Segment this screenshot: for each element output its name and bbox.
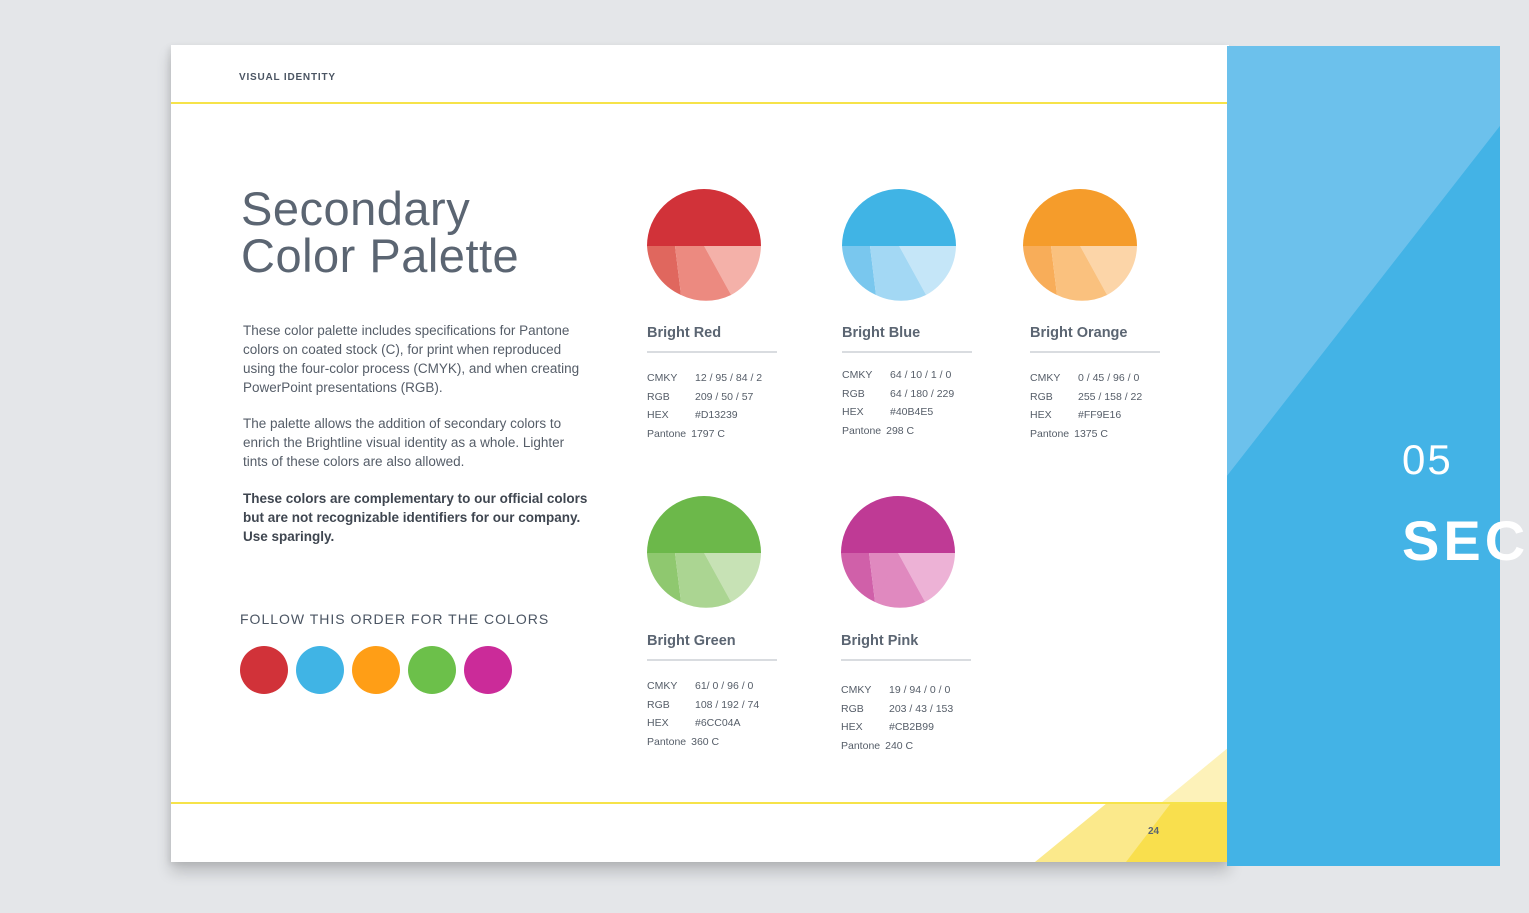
- palette-paragraph: The palette allows the addition of secondary colors to enrich the Brightline visual identity as a whole. Lighter tints of these colors are also allowed.: [243, 416, 565, 469]
- hex-label: HEX: [1030, 409, 1052, 421]
- color-order-row: [240, 646, 512, 694]
- cmyk-label: CMKY: [842, 369, 873, 381]
- swatch-name: Bright Orange: [1030, 325, 1160, 353]
- pantone-label: Pantone: [841, 739, 881, 752]
- swatch-specs: [1030, 369, 1213, 443]
- cmyk-value: 0 / 45 / 96 / 0: [1078, 372, 1140, 384]
- swatch-bright-green: [647, 494, 837, 751]
- cmyk-value: 61/ 0 / 96 / 0: [695, 680, 754, 692]
- rgb-label: RGB: [647, 698, 670, 711]
- color-wheel-icon: [840, 187, 958, 305]
- title-line-2: Color Palette: [241, 229, 520, 282]
- cmyk-value: 12 / 95 / 84 / 2: [695, 372, 763, 384]
- section-cover-page: [1227, 46, 1529, 866]
- swatch-name: Bright Red: [647, 325, 777, 353]
- cmyk-label: CMKY: [647, 680, 678, 692]
- swatch-bright-blue: [842, 187, 1032, 440]
- swatch-name: Bright Blue: [842, 325, 972, 353]
- hex-label: HEX: [647, 409, 669, 421]
- section-header-label: VISUAL IDENTITY: [239, 72, 336, 83]
- pantone-value: 360 C: [691, 735, 720, 748]
- bottom-divider: [171, 802, 1229, 804]
- cmyk-value: 19 / 94 / 0 / 0: [889, 684, 951, 696]
- rgb-value: 64 / 180 / 229: [890, 387, 955, 400]
- rgb-value: 203 / 43 / 153: [889, 702, 954, 715]
- cmyk-label: CMKY: [647, 372, 678, 384]
- rgb-label: RGB: [647, 390, 670, 403]
- section-number: 05: [1402, 436, 1453, 483]
- cmyk-label: CMKY: [1030, 372, 1061, 384]
- pantone-value: 240 C: [885, 739, 914, 752]
- swatch-bright-red: [647, 187, 837, 443]
- cmyk-value: 64 / 10 / 1 / 0: [890, 369, 952, 381]
- order-dot-orange: [352, 646, 400, 694]
- pantone-label: Pantone: [647, 735, 687, 748]
- hex-label: HEX: [841, 721, 863, 733]
- order-dot-green: [408, 646, 456, 694]
- color-order-label: FOLLOW THIS ORDER FOR THE COLORS: [240, 611, 550, 627]
- pantone-label: Pantone: [1030, 427, 1070, 440]
- color-wheel-icon: [645, 494, 763, 612]
- rgb-label: RGB: [1030, 390, 1053, 403]
- hex-label: HEX: [647, 717, 669, 729]
- hex-value: #6CC04A: [695, 717, 741, 729]
- pantone-value: 1375 C: [1074, 427, 1108, 440]
- intro-paragraph: These color palette includes specifications for Pantone colors on coated stock (C), for print when reproduced using the four-color process (CMYK), and when creating PowerPoint presentations (RGB).: [243, 323, 580, 395]
- rgb-label: RGB: [842, 387, 865, 400]
- swatch-specs: [841, 681, 1031, 755]
- swatch-name: Bright Pink: [841, 633, 971, 661]
- section-title: SEC: [1402, 509, 1529, 572]
- title-line-1: Secondary: [241, 182, 471, 235]
- color-wheel-icon: [839, 494, 957, 612]
- cover-diagonal-decoration: [1227, 46, 1500, 866]
- cmyk-label: CMKY: [841, 684, 872, 696]
- page-number: 24: [1148, 826, 1160, 837]
- page-title: [241, 182, 520, 282]
- brochure-left-page: [171, 45, 1229, 862]
- hex-value: #D13239: [695, 409, 738, 421]
- pantone-value: 298 C: [886, 424, 915, 437]
- color-wheel-icon: [645, 187, 763, 305]
- hex-value: #40B4E5: [890, 406, 934, 418]
- pantone-label: Pantone: [647, 427, 687, 440]
- order-dot-blue: [296, 646, 344, 694]
- usage-note-paragraph: These colors are complementary to our official colors but are not recognizable identifiers for our company. Use sparingly.: [243, 491, 588, 544]
- hex-value: #FF9E16: [1078, 409, 1122, 421]
- rgb-value: 255 / 158 / 22: [1078, 390, 1143, 403]
- swatch-specs: [647, 369, 837, 443]
- swatch-specs: [842, 366, 1032, 440]
- hex-value: #CB2B99: [889, 721, 934, 733]
- order-dot-pink: [464, 646, 512, 694]
- rgb-value: 209 / 50 / 57: [695, 390, 754, 403]
- order-dot-red: [240, 646, 288, 694]
- top-divider: [171, 102, 1229, 104]
- swatch-name: Bright Green: [647, 633, 777, 661]
- swatch-bright-pink: [841, 494, 1031, 755]
- hex-label: HEX: [842, 406, 864, 418]
- pantone-label: Pantone: [842, 424, 882, 437]
- rgb-label: RGB: [841, 702, 864, 715]
- swatch-specs: [647, 677, 837, 751]
- swatch-bright-orange: [1023, 187, 1213, 443]
- rgb-value: 108 / 192 / 74: [695, 698, 760, 711]
- color-wheel-icon: [1021, 187, 1139, 305]
- pantone-value: 1797 C: [691, 427, 725, 440]
